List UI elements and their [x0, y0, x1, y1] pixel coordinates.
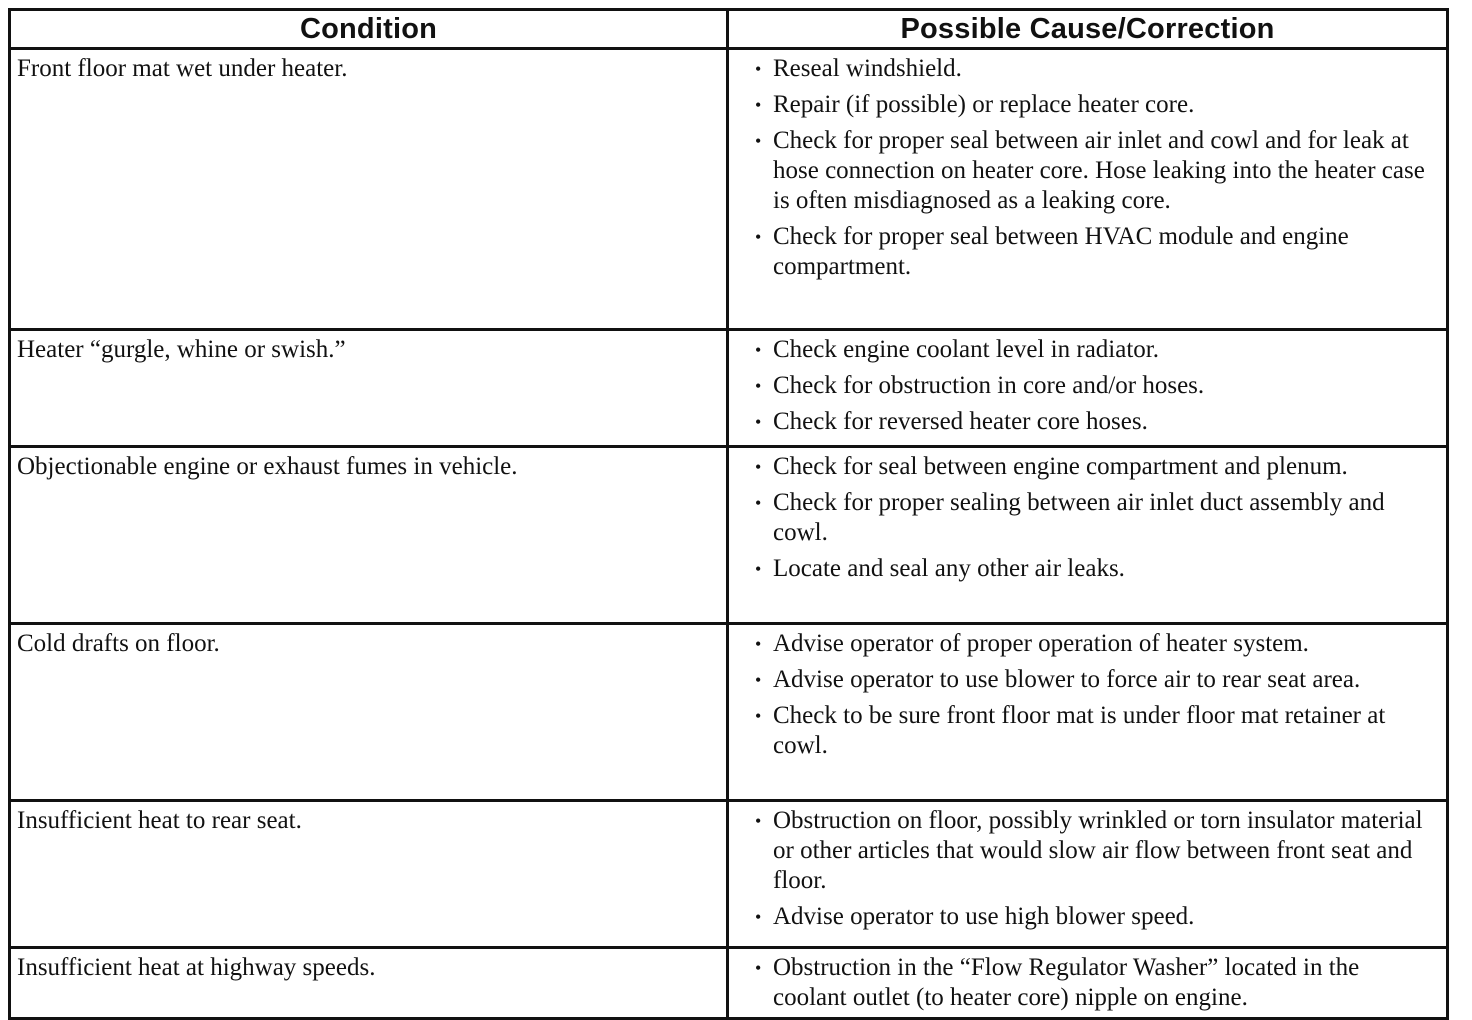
- correction-list: [755, 335, 1432, 437]
- table-row: [10, 624, 1448, 801]
- correction-cell: [728, 624, 1448, 801]
- column-header-correction: Possible Cause/Correction: [728, 10, 1448, 49]
- correction-list: [755, 629, 1432, 761]
- correction-cell: [728, 330, 1448, 447]
- bullet-icon: •: [755, 376, 762, 396]
- bullet-icon: •: [755, 457, 762, 477]
- correction-list: [755, 452, 1432, 584]
- heater-diagnosis-table: [8, 8, 1449, 1020]
- correction-text: Check for obstruction in core and/or hoses.: [773, 372, 1205, 399]
- correction-item: [755, 371, 1432, 401]
- correction-item: [755, 806, 1432, 896]
- condition-cell: Insufficient heat to rear seat.: [10, 801, 728, 948]
- correction-item: [755, 629, 1432, 659]
- correction-list: [755, 953, 1432, 1013]
- correction-list: [755, 806, 1432, 932]
- table-row: [10, 330, 1448, 447]
- correction-item: [755, 665, 1432, 695]
- correction-text: Check for proper sealing between air inlet duct assembly and cowl.: [773, 489, 1385, 546]
- column-header-condition: Condition: [10, 10, 728, 49]
- condition-cell: Heater “gurgle, whine or swish.”: [10, 330, 728, 447]
- correction-item: [755, 488, 1432, 548]
- bullet-icon: •: [755, 559, 762, 579]
- correction-text: Check to be sure front floor mat is under floor mat retainer at cowl.: [773, 702, 1386, 759]
- correction-text: Reseal windshield.: [773, 55, 962, 82]
- correction-item: [755, 126, 1432, 216]
- correction-cell: [728, 447, 1448, 624]
- bullet-icon: •: [755, 811, 762, 831]
- correction-text: Locate and seal any other air leaks.: [773, 555, 1125, 582]
- correction-text: Check engine coolant level in radiator.: [773, 336, 1159, 363]
- condition-cell: Objectionable engine or exhaust fumes in vehicle.: [10, 447, 728, 624]
- table-row: [10, 948, 1448, 1019]
- correction-item: [755, 90, 1432, 120]
- correction-item: [755, 452, 1432, 482]
- condition-cell: Front floor mat wet under heater.: [10, 49, 728, 330]
- correction-text: Advise operator to use blower to force air to rear seat area.: [773, 666, 1361, 693]
- correction-text: Check for proper seal between air inlet and cowl and for leak at hose connection on heater core. Hose leaking into the heater case is often misdiagnosed as a leaking core.: [773, 127, 1425, 214]
- bullet-icon: •: [755, 907, 762, 927]
- bullet-icon: •: [755, 340, 762, 360]
- bullet-icon: •: [755, 706, 762, 726]
- bullet-icon: •: [755, 95, 762, 115]
- correction-text: Check for proper seal between HVAC module and engine compartment.: [773, 223, 1349, 280]
- correction-item: [755, 335, 1432, 365]
- bullet-icon: •: [755, 493, 762, 513]
- correction-item: [755, 54, 1432, 84]
- correction-item: [755, 953, 1432, 1013]
- bullet-icon: •: [755, 412, 762, 432]
- bullet-icon: •: [755, 59, 762, 79]
- bullet-icon: •: [755, 634, 762, 654]
- table-header-row: [10, 10, 1448, 49]
- table-row: [10, 801, 1448, 948]
- bullet-icon: •: [755, 670, 762, 690]
- table-row: [10, 447, 1448, 624]
- table-row: [10, 49, 1448, 330]
- correction-text: Advise operator to use high blower speed.: [773, 903, 1195, 930]
- correction-cell: [728, 801, 1448, 948]
- correction-item: [755, 902, 1432, 932]
- correction-text: Check for seal between engine compartment and plenum.: [773, 453, 1348, 480]
- correction-text: Check for reversed heater core hoses.: [773, 408, 1148, 435]
- correction-text: Obstruction on floor, possibly wrinkled or torn insulator material or other articles that would slow air flow between front seat and floor.: [773, 807, 1423, 894]
- correction-cell: [728, 948, 1448, 1019]
- correction-item: [755, 701, 1432, 761]
- bullet-icon: •: [755, 227, 762, 247]
- diagnosis-table-container: [8, 8, 1446, 1020]
- correction-text: Advise operator of proper operation of heater system.: [773, 630, 1309, 657]
- correction-text: Obstruction in the “Flow Regulator Washer” located in the coolant outlet (to heater core) nipple on engine.: [773, 954, 1360, 1011]
- condition-cell: Cold drafts on floor.: [10, 624, 728, 801]
- correction-list: [755, 54, 1432, 282]
- correction-text: Repair (if possible) or replace heater core.: [773, 91, 1195, 118]
- bullet-icon: •: [755, 131, 762, 151]
- correction-item: [755, 554, 1432, 584]
- correction-item: [755, 407, 1432, 437]
- correction-item: [755, 222, 1432, 282]
- correction-cell: [728, 49, 1448, 330]
- condition-cell: Insufficient heat at highway speeds.: [10, 948, 728, 1019]
- bullet-icon: •: [755, 958, 762, 978]
